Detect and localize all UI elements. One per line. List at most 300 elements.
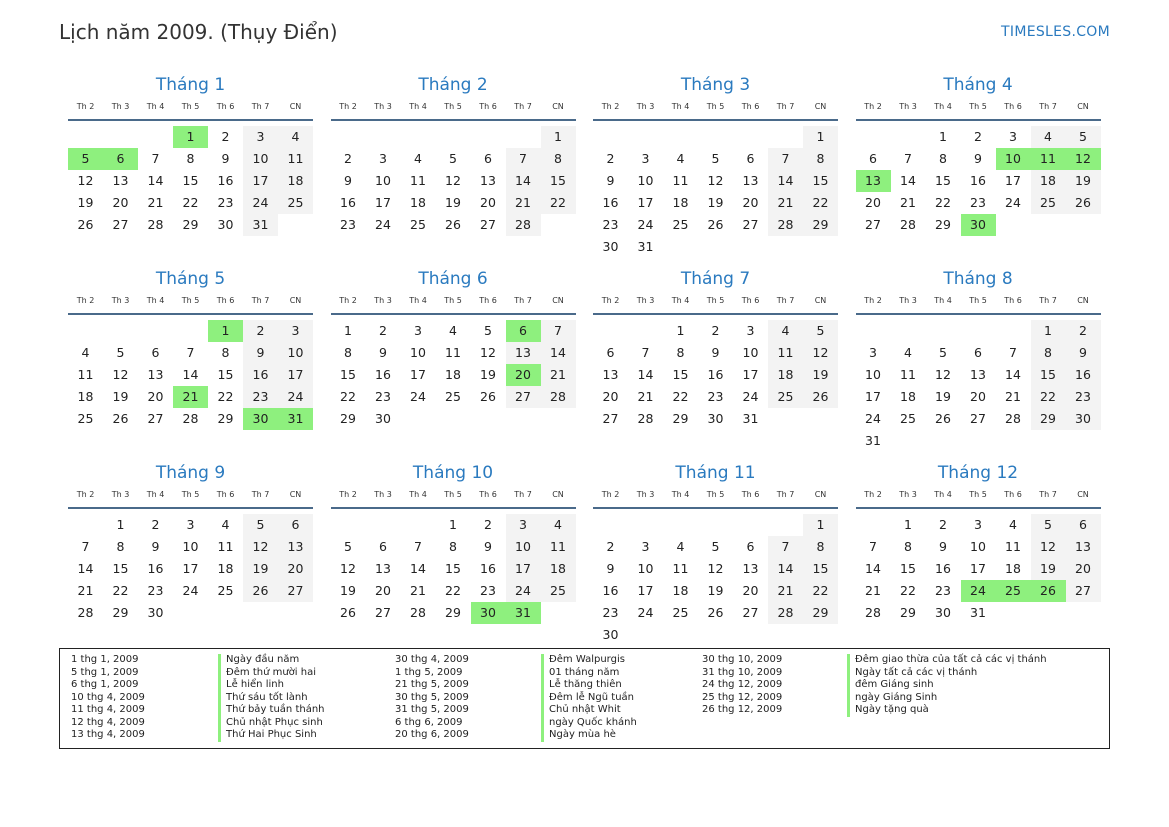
legend-date: 30 thg 10, 2009	[702, 654, 783, 665]
legend-holiday-name: Ngày đầu năm	[218, 654, 325, 667]
legend-holiday-name: Ngày mùa hè	[541, 729, 637, 742]
day-cell: 10	[506, 536, 541, 558]
weekday-label: Th 4	[409, 102, 427, 111]
day-cell: 19	[340, 583, 356, 598]
day-cell: 22	[445, 583, 461, 598]
day-cell: 5	[803, 320, 838, 342]
legend-holiday-name: Chủ nhật Whit	[541, 704, 637, 717]
holiday-day-cell: 1	[208, 320, 243, 342]
day-cell: 11	[217, 539, 234, 554]
day-cell: 23	[1066, 386, 1101, 408]
weekday-label: Th 3	[636, 490, 655, 499]
day-cell: 27	[865, 217, 881, 232]
day-cell: 26	[707, 217, 724, 232]
weekday-label: Th 2	[339, 296, 357, 305]
day-cell: 9	[221, 151, 230, 166]
day-cell: 1	[904, 517, 912, 532]
legend-date: 12 thg 4, 2009	[71, 716, 145, 728]
day-cell: 29	[672, 411, 689, 426]
month-name: Tháng 3	[680, 75, 751, 95]
header-rule	[593, 507, 838, 509]
header-rule	[856, 507, 1101, 509]
holiday-day-cell: 6	[103, 148, 138, 170]
day-cell: 25	[768, 386, 803, 408]
day-cell: 13	[375, 561, 391, 576]
day-cell: 16	[970, 173, 986, 188]
holiday-day-cell: 31	[506, 602, 541, 624]
day-cell: 7	[541, 320, 576, 342]
day-cell: 10	[865, 367, 881, 382]
day-cell: 30	[602, 627, 619, 642]
legend-date: 26 thg 12, 2009	[702, 704, 783, 715]
header-rule	[331, 119, 576, 121]
day-cell: 19	[935, 389, 951, 404]
day-cell: 14	[410, 561, 426, 576]
legend-holiday-name: Thứ bảy tuần thánh	[218, 704, 325, 717]
day-cell: 11	[1005, 539, 1021, 554]
day-cell: 21	[410, 583, 426, 598]
day-cell: 11	[672, 561, 689, 576]
day-cell: 9	[151, 539, 160, 554]
day-cell: 3	[641, 539, 650, 554]
day-cell: 20	[1066, 558, 1101, 580]
weekday-header	[593, 490, 838, 503]
day-cell: 16	[480, 561, 496, 576]
day-cell: 17	[1005, 173, 1021, 188]
holiday-day-cell: 11	[1031, 148, 1066, 170]
day-cell: 28	[768, 602, 803, 624]
weekday-label: Th 5	[706, 490, 725, 499]
day-cell: 13	[742, 561, 759, 576]
day-cell: 6	[746, 539, 755, 554]
weekday-label: Th 3	[374, 490, 392, 499]
day-cell: 1	[803, 126, 838, 148]
day-cell: 30	[1066, 408, 1101, 430]
day-cell: 26	[480, 389, 496, 404]
day-cell: 16	[707, 367, 724, 382]
day-cell: 20	[602, 389, 619, 404]
day-cell: 18	[410, 195, 426, 210]
day-cell: 19	[803, 364, 838, 386]
day-cell: 5	[344, 539, 352, 554]
day-cell: 10	[410, 345, 426, 360]
day-cell: 22	[340, 389, 356, 404]
day-cell: 17	[742, 367, 759, 382]
weekday-header	[68, 490, 313, 503]
legend-date: 30 thg 4, 2009	[395, 654, 469, 665]
day-cell: 20	[375, 583, 391, 598]
holiday-day-cell: 10	[996, 148, 1031, 170]
day-cell: 6	[869, 151, 877, 166]
day-cell: 7	[81, 539, 90, 554]
weekday-label: Th 5	[444, 102, 462, 111]
day-cell: 12	[445, 173, 461, 188]
day-cell: 11	[768, 342, 803, 364]
day-cell: 27	[506, 386, 541, 408]
day-cell: 27	[602, 411, 619, 426]
day-cell: 20	[147, 389, 164, 404]
day-grid	[331, 126, 576, 236]
day-cell: 25	[278, 192, 313, 214]
day-cell: 8	[803, 148, 838, 170]
day-cell: 6	[1066, 514, 1101, 536]
legend-date: 1 thg 5, 2009	[395, 666, 463, 678]
day-cell: 6	[484, 151, 492, 166]
legend-holiday-name: ngày Quốc khánh	[541, 717, 637, 730]
day-cell: 21	[865, 583, 881, 598]
day-cell: 7	[904, 151, 912, 166]
day-cell: 17	[637, 583, 654, 598]
day-cell: 27	[480, 217, 496, 232]
weekday-label: Th 4	[671, 490, 690, 499]
day-cell: 7	[506, 148, 541, 170]
month-3	[593, 74, 838, 258]
legend-holiday-name: Đêm Walpurgis	[541, 654, 637, 667]
weekday-header	[593, 296, 838, 309]
day-cell: 28	[77, 605, 94, 620]
day-grid	[593, 126, 838, 258]
day-cell: 30	[602, 239, 619, 254]
day-cell: 11	[410, 173, 426, 188]
day-cell: 16	[602, 195, 619, 210]
weekday-label: Th 5	[181, 296, 200, 305]
day-grid	[593, 514, 838, 646]
day-cell: 23	[970, 195, 986, 210]
day-cell: 15	[541, 170, 576, 192]
day-cell: 21	[147, 195, 164, 210]
header-rule	[68, 313, 313, 315]
day-cell: 15	[803, 170, 838, 192]
day-cell: 4	[768, 320, 803, 342]
day-cell: 20	[742, 583, 759, 598]
day-cell: 2	[484, 517, 492, 532]
day-cell: 9	[606, 173, 615, 188]
holiday-day-cell: 30	[961, 214, 996, 236]
weekday-label: Th 5	[444, 296, 462, 305]
month-4	[856, 74, 1101, 236]
day-cell: 17	[637, 195, 654, 210]
weekday-label: CN	[552, 102, 564, 111]
legend-date-column	[702, 654, 782, 717]
day-cell: 9	[484, 539, 492, 554]
day-cell: 11	[77, 367, 94, 382]
day-cell: 2	[1066, 320, 1101, 342]
day-cell: 14	[77, 561, 94, 576]
legend-holiday-name: Đêm lễ Ngũ tuần	[541, 692, 637, 705]
day-cell: 23	[217, 195, 234, 210]
site-link[interactable]: TIMESLES.COM	[1001, 24, 1110, 40]
day-cell: 28	[410, 605, 426, 620]
day-cell: 13	[278, 536, 313, 558]
weekday-label: CN	[814, 296, 827, 305]
legend-date: 11 thg 4, 2009	[71, 704, 145, 715]
day-cell: 24	[865, 411, 881, 426]
day-cell: 8	[344, 345, 352, 360]
day-cell: 14	[182, 367, 199, 382]
weekday-label: Th 5	[706, 296, 725, 305]
day-cell: 21	[1005, 389, 1021, 404]
month-name: Tháng 7	[680, 269, 751, 289]
day-cell: 11	[445, 345, 461, 360]
legend-date-column	[71, 654, 145, 742]
day-cell: 29	[340, 411, 356, 426]
day-cell: 23	[375, 389, 391, 404]
weekday-label: Th 4	[934, 296, 952, 305]
day-cell: 6	[151, 345, 160, 360]
header-rule	[593, 119, 838, 121]
weekday-label: Th 3	[636, 102, 655, 111]
day-cell: 2	[151, 517, 160, 532]
day-cell: 25	[672, 605, 689, 620]
day-cell: 30	[707, 411, 724, 426]
weekday-label: Th 2	[76, 296, 95, 305]
day-cell: 5	[116, 345, 125, 360]
day-cell: 18	[1031, 170, 1066, 192]
day-cell: 28	[147, 217, 164, 232]
legend-date: 24 thg 12, 2009	[702, 679, 783, 690]
day-cell: 10	[637, 561, 654, 576]
weekday-label: Th 6	[216, 296, 235, 305]
weekday-label: CN	[289, 296, 302, 305]
day-cell: 28	[637, 411, 654, 426]
weekday-label: Th 3	[374, 296, 392, 305]
day-cell: 7	[414, 539, 422, 554]
day-cell: 17	[506, 558, 541, 580]
weekday-label: Th 6	[741, 102, 760, 111]
legend-holiday-name: ngày Giáng Sinh	[847, 692, 1047, 705]
legend-date: 21 thg 5, 2009	[395, 679, 469, 690]
weekday-label: Th 6	[216, 490, 235, 499]
day-cell: 5	[1031, 514, 1066, 536]
day-cell: 8	[904, 539, 912, 554]
day-cell: 16	[375, 367, 391, 382]
day-cell: 21	[506, 192, 541, 214]
day-cell: 22	[182, 195, 199, 210]
weekday-label: Th 7	[1039, 490, 1057, 499]
day-cell: 8	[186, 151, 195, 166]
day-cell: 8	[116, 539, 125, 554]
day-cell: 2	[344, 151, 352, 166]
weekday-label: Th 2	[76, 490, 95, 499]
weekday-label: Th 2	[601, 490, 620, 499]
weekday-label: Th 6	[1004, 296, 1022, 305]
weekday-label: Th 4	[146, 296, 165, 305]
legend-date: 5 thg 1, 2009	[71, 666, 139, 678]
legend-name-column	[541, 654, 637, 742]
day-cell: 12	[480, 345, 496, 360]
day-cell: 29	[182, 217, 199, 232]
day-cell: 19	[707, 583, 724, 598]
day-cell: 21	[768, 192, 803, 214]
day-cell: 10	[742, 345, 759, 360]
day-cell: 22	[935, 195, 951, 210]
day-cell: 13	[112, 173, 129, 188]
day-cell: 26	[112, 411, 129, 426]
page-title: Lịch năm 2009. (Thụy Điển)	[59, 20, 338, 44]
day-cell: 9	[379, 345, 387, 360]
day-cell: 29	[217, 411, 234, 426]
month-name: Tháng 9	[155, 463, 226, 483]
weekday-header	[331, 296, 576, 309]
day-cell: 10	[970, 539, 986, 554]
day-cell: 16	[340, 195, 356, 210]
legend-date: 31 thg 10, 2009	[702, 666, 783, 678]
day-cell: 31	[970, 605, 986, 620]
day-cell: 12	[803, 342, 838, 364]
day-cell: 17	[970, 561, 986, 576]
day-cell: 28	[768, 214, 803, 236]
day-cell: 21	[768, 580, 803, 602]
header-rule	[331, 313, 576, 315]
legend-holiday-name: Đêm thứ mười hai	[218, 667, 325, 680]
day-cell: 8	[221, 345, 230, 360]
weekday-label: CN	[289, 490, 302, 499]
weekday-label: Th 3	[374, 102, 392, 111]
weekday-label: Th 6	[741, 296, 760, 305]
day-cell: 10	[637, 173, 654, 188]
day-cell: 27	[1066, 580, 1101, 602]
weekday-label: Th 4	[146, 490, 165, 499]
day-grid	[68, 514, 313, 624]
day-cell: 13	[147, 367, 164, 382]
day-cell: 1	[803, 514, 838, 536]
day-cell: 6	[974, 345, 982, 360]
weekday-label: Th 4	[146, 102, 165, 111]
weekday-label: Th 2	[864, 102, 882, 111]
legend-holiday-name: đêm Giáng sinh	[847, 679, 1047, 692]
day-cell: 8	[803, 536, 838, 558]
day-cell: 25	[77, 411, 94, 426]
day-cell: 26	[445, 217, 461, 232]
header-rule	[68, 507, 313, 509]
day-cell: 4	[904, 345, 912, 360]
weekday-label: Th 5	[706, 102, 725, 111]
day-cell: 5	[1066, 126, 1101, 148]
day-cell: 14	[541, 342, 576, 364]
day-cell: 18	[541, 558, 576, 580]
day-cell: 19	[243, 558, 278, 580]
day-cell: 16	[935, 561, 951, 576]
day-cell: 12	[340, 561, 356, 576]
month-name: Tháng 6	[418, 269, 488, 289]
weekday-label: CN	[1077, 490, 1089, 499]
weekday-label: CN	[814, 490, 827, 499]
day-cell: 2	[221, 129, 230, 144]
day-cell: 1	[541, 126, 576, 148]
month-name: Tháng 1	[155, 75, 226, 95]
month-1	[68, 74, 313, 236]
day-cell: 15	[445, 561, 461, 576]
day-cell: 30	[935, 605, 951, 620]
day-cell: 25	[541, 580, 576, 602]
day-cell: 20	[480, 195, 496, 210]
day-cell: 10	[182, 539, 199, 554]
day-cell: 10	[243, 148, 278, 170]
legend-date: 10 thg 4, 2009	[71, 691, 145, 703]
weekday-label: Th 7	[1039, 296, 1057, 305]
weekday-label: Th 3	[899, 296, 917, 305]
holiday-day-cell: 21	[173, 386, 208, 408]
day-cell: 22	[900, 583, 916, 598]
weekday-label: Th 6	[479, 102, 497, 111]
weekday-header	[593, 102, 838, 115]
day-cell: 4	[449, 323, 457, 338]
day-cell: 6	[746, 151, 755, 166]
day-cell: 23	[480, 583, 496, 598]
weekday-label: Th 4	[934, 490, 952, 499]
day-cell: 14	[637, 367, 654, 382]
header-rule	[331, 507, 576, 509]
day-cell: 27	[278, 580, 313, 602]
day-cell: 2	[711, 323, 720, 338]
day-cell: 3	[974, 517, 982, 532]
day-cell: 17	[182, 561, 199, 576]
weekday-header	[856, 490, 1101, 503]
day-cell: 28	[1005, 411, 1021, 426]
weekday-label: Th 5	[181, 490, 200, 499]
month-11	[593, 462, 838, 646]
header-rule	[68, 119, 313, 121]
day-cell: 8	[541, 148, 576, 170]
day-cell: 7	[768, 536, 803, 558]
holiday-day-cell: 31	[278, 408, 313, 430]
day-cell: 20	[742, 195, 759, 210]
day-cell: 6	[606, 345, 615, 360]
day-cell: 11	[672, 173, 689, 188]
month-2	[331, 74, 576, 236]
day-cell: 15	[340, 367, 356, 382]
weekday-label: Th 7	[776, 102, 795, 111]
day-cell: 28	[182, 411, 199, 426]
header-rule	[856, 119, 1101, 121]
day-cell: 8	[1031, 342, 1066, 364]
day-cell: 26	[77, 217, 94, 232]
day-cell: 25	[217, 583, 234, 598]
day-cell: 20	[970, 389, 986, 404]
day-cell: 28	[900, 217, 916, 232]
month-7	[593, 268, 838, 430]
day-cell: 15	[900, 561, 916, 576]
legend-holiday-name: Thứ sáu tốt lành	[218, 692, 325, 705]
weekday-label: Th 3	[899, 490, 917, 499]
weekday-label: Th 7	[776, 490, 795, 499]
day-cell: 24	[742, 389, 759, 404]
day-cell: 15	[217, 367, 234, 382]
day-cell: 5	[711, 539, 720, 554]
day-cell: 18	[77, 389, 94, 404]
day-cell: 15	[112, 561, 129, 576]
legend-holiday-name: Lễ hiển linh	[218, 679, 325, 692]
legend-holiday-name: Đêm giao thừa của tất cả các vị thánh	[847, 654, 1047, 667]
day-cell: 24	[375, 217, 391, 232]
weekday-label: Th 4	[671, 102, 690, 111]
day-cell: 29	[1031, 408, 1066, 430]
weekday-label: Th 7	[251, 490, 270, 499]
day-cell: 18	[278, 170, 313, 192]
holiday-day-cell: 6	[506, 320, 541, 342]
weekday-label: Th 5	[181, 102, 200, 111]
legend-date: 6 thg 6, 2009	[395, 716, 463, 728]
day-cell: 30	[375, 411, 391, 426]
day-cell: 27	[147, 411, 164, 426]
weekday-label: Th 6	[479, 490, 497, 499]
weekday-label: Th 3	[111, 102, 130, 111]
weekday-label: Th 5	[969, 102, 987, 111]
holiday-day-cell: 1	[173, 126, 208, 148]
day-cell: 15	[803, 558, 838, 580]
day-cell: 3	[869, 345, 877, 360]
day-cell: 1	[676, 323, 685, 338]
